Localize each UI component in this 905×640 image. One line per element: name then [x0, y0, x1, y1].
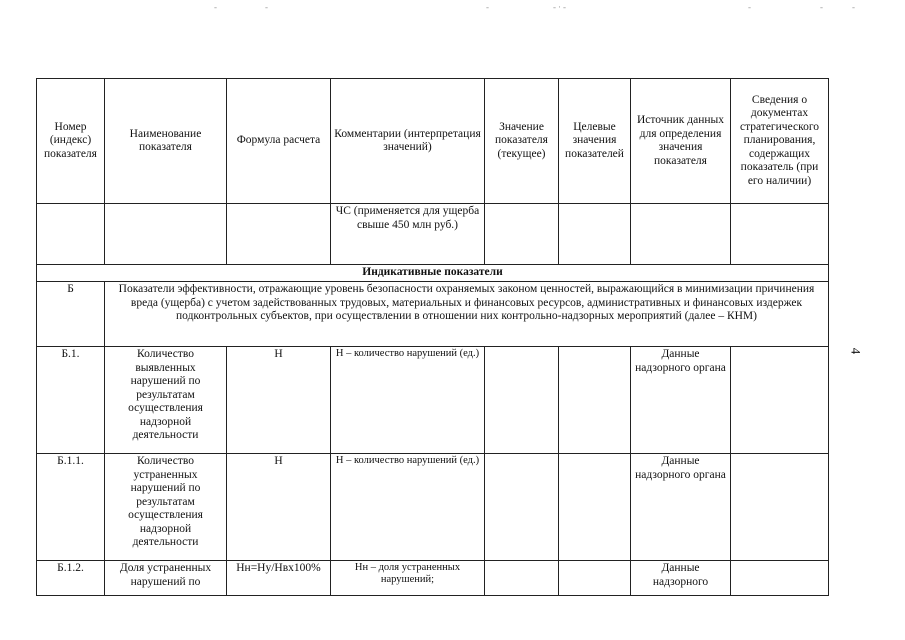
row-name: Количество выявленных нарушений по результатам осуществления надзорной деятельности — [105, 347, 227, 454]
row-source: Данные надзорного органа — [631, 454, 731, 561]
row-number: Б.1. — [37, 347, 105, 454]
table-row — [37, 454, 829, 561]
row-source: Данные надзорного — [631, 561, 731, 596]
row-name: Доля устраненных нарушений по — [105, 561, 227, 596]
continuation-row — [37, 204, 829, 265]
cell-empty — [559, 204, 631, 265]
cell-empty — [37, 204, 105, 265]
cell-empty — [227, 204, 331, 265]
header-formula: Формула расчета — [227, 79, 331, 204]
header-target-values: Целевые значения показателей — [559, 79, 631, 204]
row-current — [485, 561, 559, 596]
row-number: Б.1.1. — [37, 454, 105, 561]
row-formula: Нн=Ну/Нвх100% — [227, 561, 331, 596]
group-b-description: Показатели эффективности, отражающие уровень безопасности охраняемых законом ценностей, выражающийся в минимизации причинения вреда (ущерба) с учетом задействованных трудовых, материальных и финансовых ресурсов, административных и финансовых издержек подконтрольных субъектов, при осуществлении в отношении них контрольно-надзорных мероприятий (далее – КНМ) — [105, 282, 829, 347]
header-name: Наименование показателя — [105, 79, 227, 204]
row-name: Количество устраненных нарушений по результатам осуществления надзорной деятельности — [105, 454, 227, 561]
cell-empty — [631, 204, 731, 265]
row-docs — [731, 347, 829, 454]
table-row — [37, 561, 829, 596]
row-number: Б.1.2. — [37, 561, 105, 596]
cell-empty — [105, 204, 227, 265]
cell-empty — [485, 204, 559, 265]
page-number: 4 — [848, 347, 864, 355]
indicators-table — [36, 78, 829, 596]
row-formula: Н — [227, 454, 331, 561]
row-formula: Н — [227, 347, 331, 454]
table-row — [37, 347, 829, 454]
section-row — [37, 265, 829, 282]
row-docs — [731, 561, 829, 596]
row-comment: Н – количество нарушений (ед.) — [331, 454, 485, 561]
row-target — [559, 347, 631, 454]
row-docs — [731, 454, 829, 561]
header-row — [37, 79, 829, 204]
continuation-comment: ЧС (применяется для ущерба свыше 450 млн руб.) — [331, 204, 485, 265]
group-b-row — [37, 282, 829, 347]
cell-empty — [731, 204, 829, 265]
scan-artifacts: - - - -·- - - - — [214, 2, 857, 12]
row-comment: Нн – доля устраненных нарушений; — [331, 561, 485, 596]
row-comment: Н – количество нарушений (ед.) — [331, 347, 485, 454]
section-title: Индикативные показатели — [37, 265, 829, 282]
header-data-source: Источник данных для определения значения показателя — [631, 79, 731, 204]
header-comment: Комментарии (интерпретация значений) — [331, 79, 485, 204]
group-b-number: Б — [37, 282, 105, 347]
row-source: Данные надзорного органа — [631, 347, 731, 454]
row-target — [559, 561, 631, 596]
header-number: Номер (индекс) показателя — [37, 79, 105, 204]
row-current — [485, 347, 559, 454]
row-target — [559, 454, 631, 561]
header-current-value: Значение показателя (текущее) — [485, 79, 559, 204]
header-strategic-docs: Сведения о документах стратегического планирования, содержащих показатель (при его наличии) — [731, 79, 829, 204]
row-current — [485, 454, 559, 561]
